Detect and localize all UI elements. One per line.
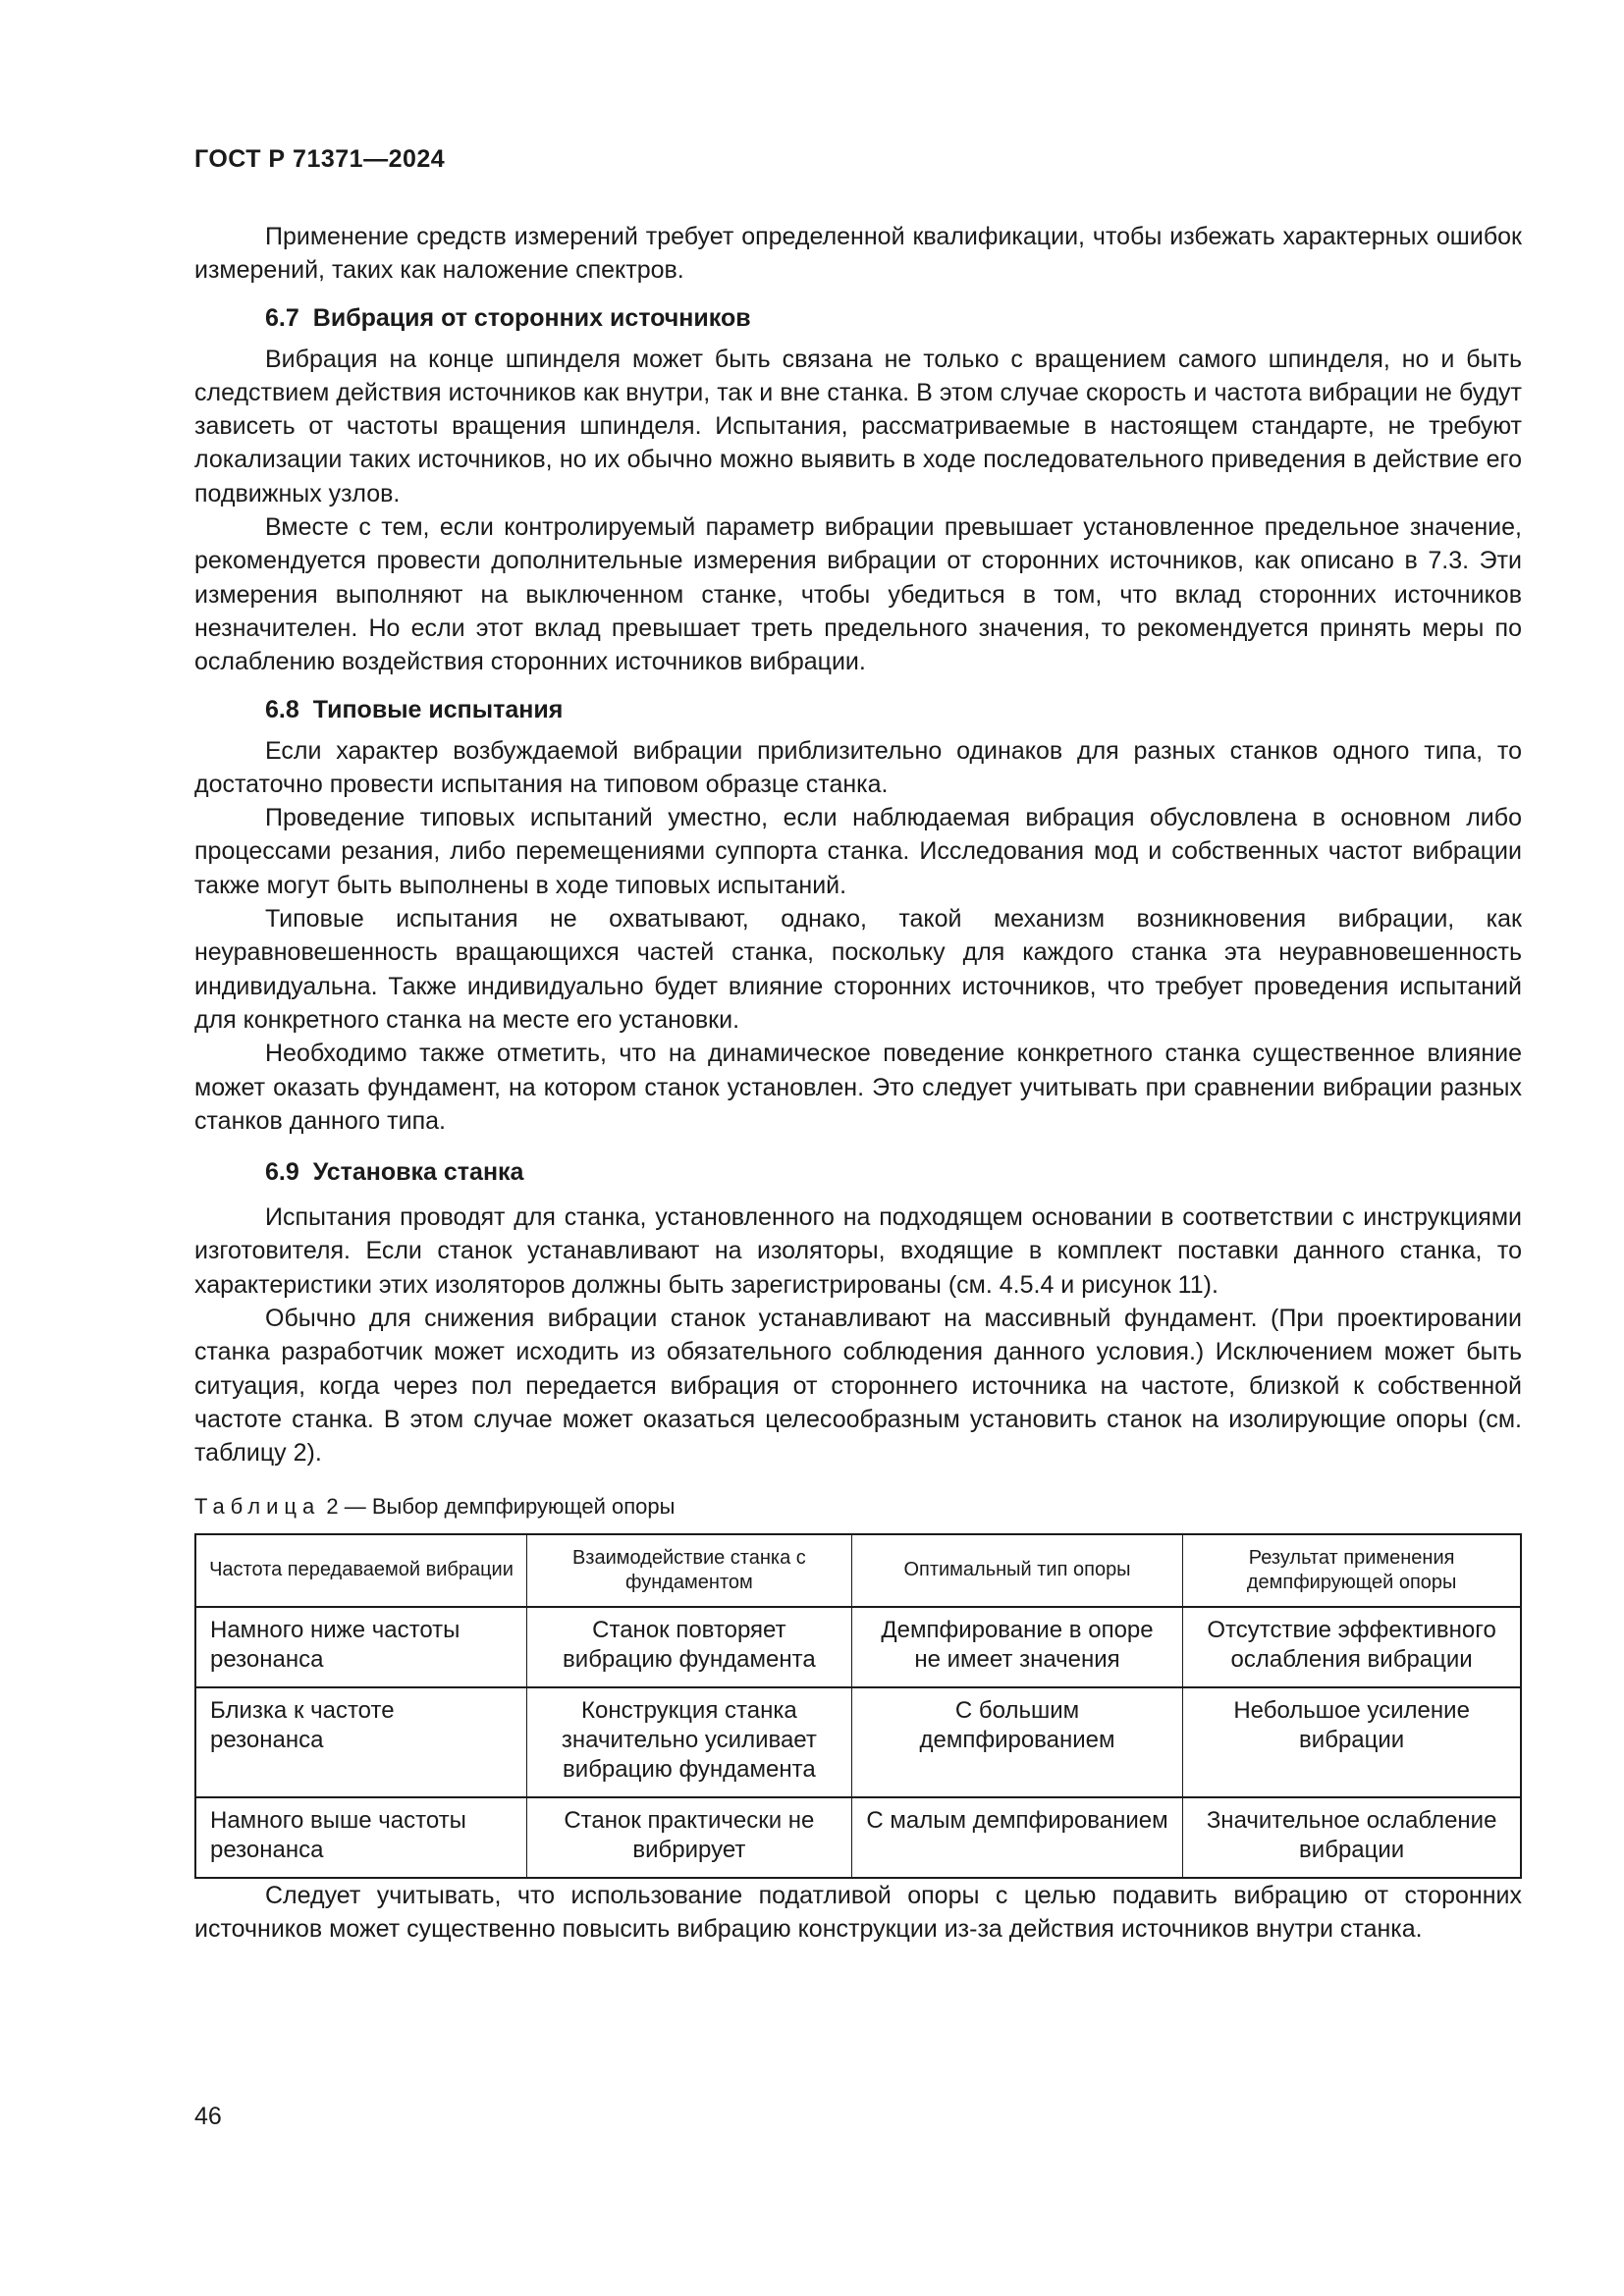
table-cell: Демпфирование в опоре не имеет значения [851, 1607, 1183, 1687]
column-header: Взаимодействие станка с фундаментом [527, 1534, 852, 1607]
table-cell: Значительное ослабление вибрации [1183, 1797, 1521, 1878]
paragraph: Необходимо также отметить, что на динамическое поведение конкретного станка существенное влияние может оказать фундамент, на котором станок установлен. Это следует учитывать при сравнении вибрации разных станков данного типа. [194, 1040, 1522, 1135]
document-id-header: ГОСТ Р 71371—2024 [194, 145, 446, 173]
table-cell: Намного ниже частоты резонанса [195, 1607, 527, 1687]
intro-paragraph: Применение средств измерений требует определенной квалификации, чтобы избежать характерных ошибок измерений, таких как наложение спектров. [194, 223, 1522, 285]
column-header: Оптимальный тип опоры [851, 1534, 1183, 1607]
section-title: Вибрация от сторонних источников [312, 303, 751, 332]
damping-support-table [194, 1533, 1522, 1879]
section-number: 6.8 [265, 695, 299, 723]
paragraph: Вибрация на конце шпинделя может быть связана не только с вращением самого шпинделя, но и быть следствием действия источников как внутри, так и вне станка. В этом случае скорость и частота вибрации не будут зависеть от частоты вращения шпинделя. Испытания, рассматриваемые в настоящем стандарте, не требуют локализации таких источников, но их обычно можно выявить в ходе последовательного приведения в действие его подвижных узлов. [194, 345, 1522, 507]
column-header: Результат применения демпфирующей опоры [1183, 1534, 1521, 1607]
paragraph: Типовые испытания не охватывают, однако, такой механизм возникновения вибрации, как неуравновешенность вращающихся частей станка, поскольку для каждого станка эта неуравновешенность индивидуальна. Также индивидуально будет влияние сторонних источников, что требует проведения испытаний для конкретного станка на месте его установки. [194, 905, 1522, 1034]
column-header: Частота передаваемой вибрации [195, 1534, 527, 1607]
table-header-row [195, 1534, 1521, 1607]
table-cell: Небольшое усиление вибрации [1183, 1687, 1521, 1797]
section-title: Типовые испытания [312, 695, 564, 723]
table-cell: Отсутствие эффективного ослабления вибрации [1183, 1607, 1521, 1687]
table-cell: С малым демпфированием [851, 1797, 1183, 1878]
section-title: Установка станка [312, 1158, 524, 1187]
table-row [195, 1797, 1521, 1878]
page-number: 46 [194, 2103, 222, 2130]
table-caption-label: Таблица [194, 1493, 321, 1519]
table-row [195, 1607, 1521, 1687]
table-row [195, 1687, 1521, 1797]
table-cell: Станок практически не вибрирует [527, 1797, 852, 1878]
table-caption-title: 2 — Выбор демпфирующей опоры [326, 1493, 676, 1519]
paragraph: Проведение типовых испытаний уместно, если наблюдаемая вибрация обусловлена в основном либо процессами резания, либо перемещениями суппорта станка. Исследования мод и собственных частот вибрации также могут быть выполнены в ходе типовых испытаний. [194, 804, 1522, 899]
table-cell: С большим демпфированием [851, 1687, 1183, 1797]
document-body [194, 220, 1522, 1946]
paragraph: Вместе с тем, если контролируемый параметр вибрации превышает установленное предельное значение, рекомендуется провести дополнительные измерения вибрации от сторонних источников, как описано в 7.3. Эти измерения выполняют на выключенном станке, чтобы убедиться в том, что вклад сторонних источников незначителен. Но если этот вклад превышает треть предельного значения, то рекомендуется принять меры по ослаблению воздействия сторонних источников вибрации. [194, 513, 1522, 676]
paragraph: Если характер возбуждаемой вибрации приблизительно одинаков для разных станков одного типа, то достаточно провести испытания на типовом образце станка. [194, 736, 1522, 798]
section-6-8-heading [194, 693, 1522, 726]
table-cell: Близка к частоте резонанса [195, 1687, 527, 1797]
paragraph: Испытания проводят для станка, установленного на подходящем основании в соответствии с инструкциями изготовителя. Если станок устанавливают на изоляторы, входящие в комплект поставки данного станка, то характеристики этих изоляторов должны быть зарегистрированы (см. 4.5.4 и рисунок 11). [194, 1203, 1522, 1299]
table-caption [194, 1492, 1522, 1522]
section-6-7-heading [194, 301, 1522, 335]
paragraph: Обычно для снижения вибрации станок устанавливают на массивный фундамент. (При проектировании станка разработчик может исходить из обязательного соблюдения данного условия.) Исключением может быть ситуация, когда через пол передается вибрация от стороннего источника на частоте, близкой к собственной частоте станка. В этом случае может оказаться целесообразным установить станок на изолирующие опоры (см. таблицу 2). [194, 1305, 1522, 1468]
section-number: 6.9 [265, 1158, 299, 1187]
table-cell: Намного выше частоты резонанса [195, 1797, 527, 1878]
table-cell: Конструкция станка значительно усиливает вибрацию фундамента [527, 1687, 852, 1797]
table-cell: Станок повторяет вибрацию фундамента [527, 1607, 852, 1687]
section-6-9-heading [194, 1155, 1522, 1189]
closing-paragraph: Следует учитывать, что использование податливой опоры с целью подавить вибрацию от сторонних источников может существенно повысить вибрацию конструкции из-за действия источников внутри станка. [194, 1881, 1522, 1943]
section-number: 6.7 [265, 303, 299, 332]
